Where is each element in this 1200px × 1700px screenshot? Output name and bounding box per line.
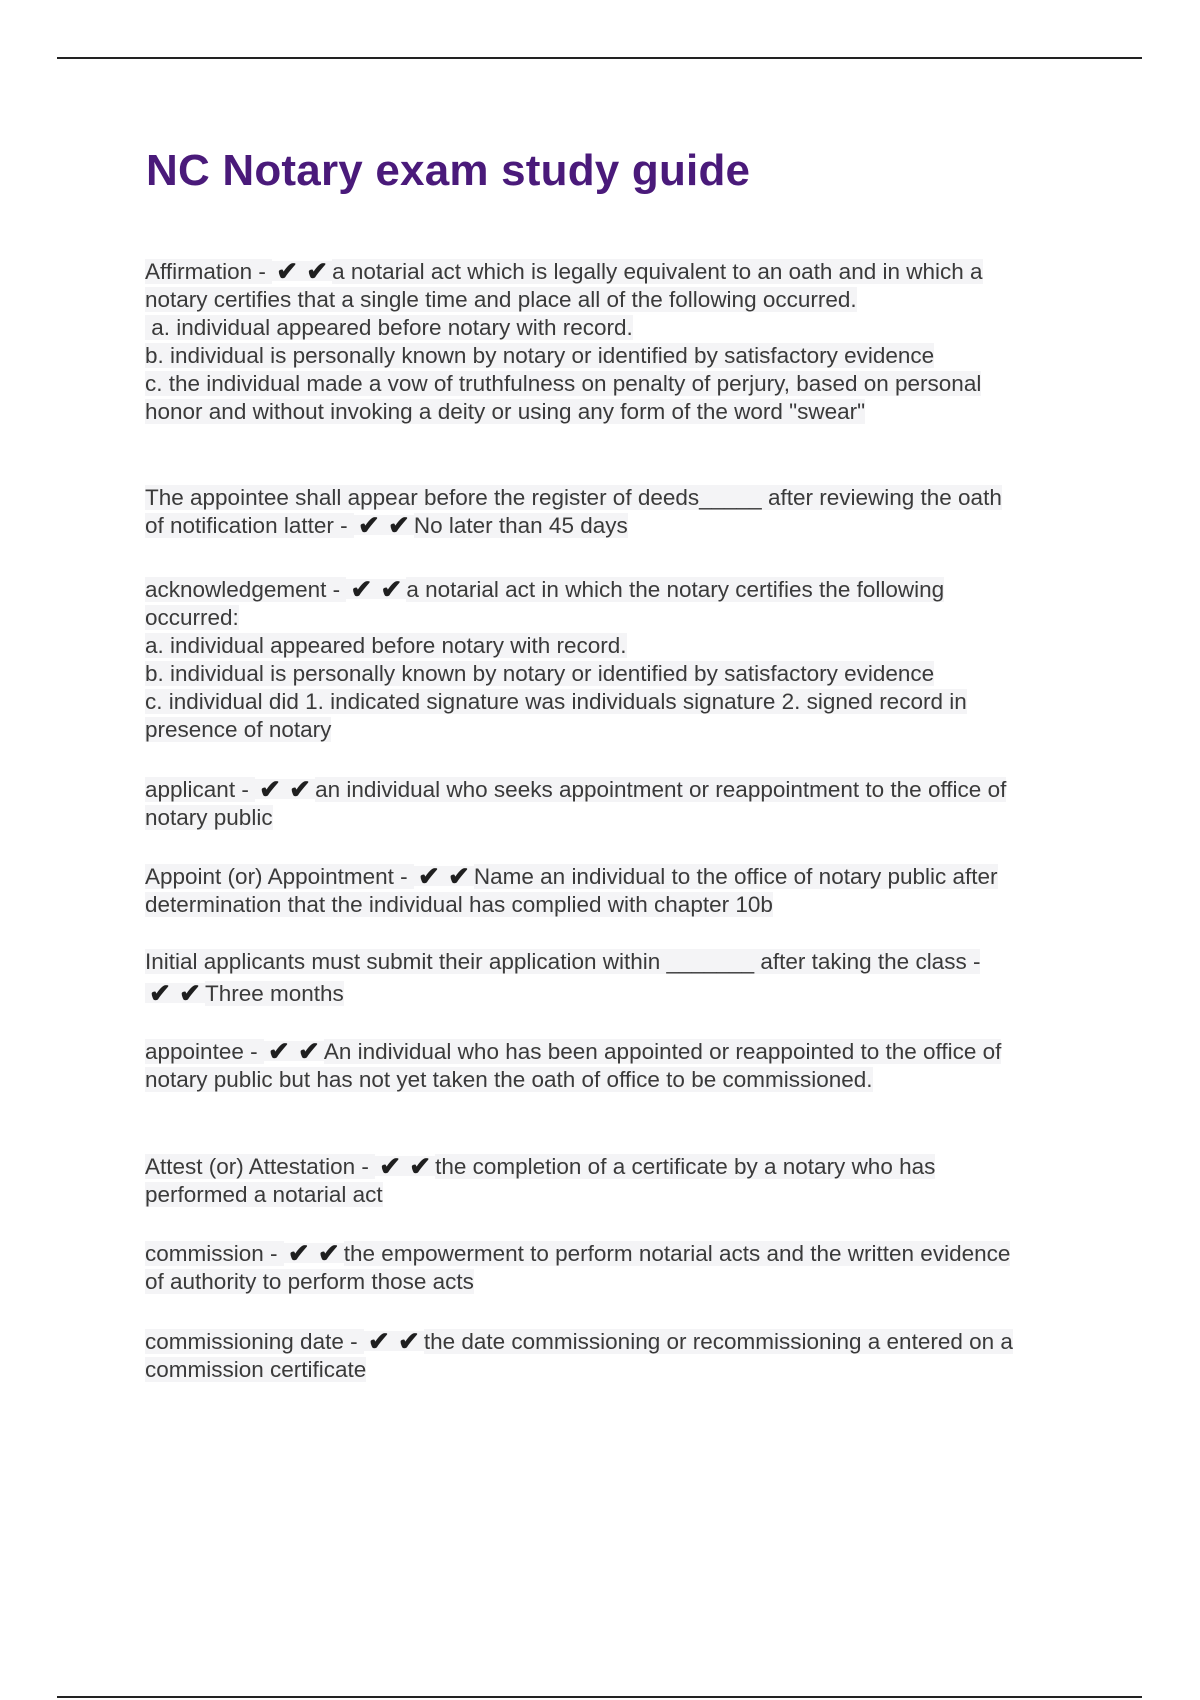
answer-line: a. individual appeared before notary with record. bbox=[145, 633, 627, 658]
check-mark-icon: ✔ bbox=[375, 1156, 405, 1176]
check-mark-icon: ✔ bbox=[376, 579, 406, 599]
check-mark-icon: ✔ bbox=[444, 866, 474, 886]
check-mark-icon: ✔ bbox=[145, 983, 175, 1003]
check-mark-icon: ✔ bbox=[284, 1243, 314, 1263]
answer-line: b. individual is personally known by notary or identified by satisfactory evidence bbox=[145, 661, 935, 686]
answer-line: of authority to perform those acts bbox=[145, 1269, 474, 1294]
check-mark-icon: ✔ bbox=[346, 579, 376, 599]
answer: Three months bbox=[205, 981, 344, 1006]
check-mark-icon: ✔ bbox=[255, 779, 285, 799]
flashcard-appointee bbox=[145, 1038, 1001, 1094]
answer: No later than 45 days bbox=[413, 513, 628, 538]
bottom-rule bbox=[57, 1696, 1142, 1698]
top-rule bbox=[57, 57, 1142, 59]
check-mark-icon: ✔ bbox=[405, 1156, 435, 1176]
check-mark-icon: ✔ bbox=[294, 1041, 324, 1061]
check-mark-icon: ✔ bbox=[272, 261, 302, 281]
answer-line: commission certificate bbox=[145, 1357, 367, 1382]
flashcard-initial-applicants bbox=[145, 948, 980, 1008]
answer-line: c. individual did 1. indicated signature was individuals signature 2. signed record in bbox=[145, 689, 967, 714]
check-mark-icon: ✔ bbox=[302, 261, 332, 281]
check-mark-icon: ✔ bbox=[364, 1331, 394, 1351]
answer-line: an individual who seeks appointment or reappointment to the office of bbox=[315, 777, 1007, 802]
answer-line: the empowerment to perform notarial acts and the written evidence bbox=[343, 1241, 1011, 1266]
flashcard-commissioning-date bbox=[145, 1328, 1013, 1384]
answer-line: honor and without invoking a deity or using any form of the word "swear" bbox=[145, 399, 866, 424]
check-mark-icon: ✔ bbox=[354, 515, 384, 535]
flashcard-attestation bbox=[145, 1153, 935, 1209]
flashcard-register-of-deeds bbox=[145, 484, 1002, 540]
flashcard-acknowledgement bbox=[145, 576, 967, 744]
answer-line: notary public but has not yet taken the oath of office to be commissioned. bbox=[145, 1067, 873, 1092]
answer-line: c. the individual made a vow of truthfulness on penalty of perjury, based on personal bbox=[145, 371, 982, 396]
term: applicant - bbox=[145, 777, 256, 802]
answer-line: the date commissioning or recommissioning a entered on a bbox=[423, 1329, 1013, 1354]
answer-line: notary public bbox=[145, 805, 273, 830]
term: appointee - bbox=[145, 1039, 264, 1064]
flashcard-appointment bbox=[145, 863, 998, 919]
flashcard-applicant bbox=[145, 776, 1006, 832]
answer-line: determination that the individual has complied with chapter 10b bbox=[145, 892, 773, 917]
answer-line: performed a notarial act bbox=[145, 1182, 383, 1207]
check-mark-icon: ✔ bbox=[314, 1243, 344, 1263]
flashcard-affirmation bbox=[145, 258, 983, 426]
answer-line: a notarial act in which the notary certifies the following bbox=[406, 577, 945, 602]
answer-line: presence of notary bbox=[145, 717, 332, 742]
answer-line: Name an individual to the office of notary public after bbox=[473, 864, 998, 889]
question-line: of notification latter - bbox=[145, 513, 354, 538]
check-mark-icon: ✔ bbox=[285, 779, 315, 799]
question-line: Initial applicants must submit their application within _______ after taking the class - bbox=[145, 949, 981, 974]
answer-line: notary certifies that a single time and place all of the following occurred. bbox=[145, 287, 857, 312]
answer-line: the completion of a certificate by a notary who has bbox=[435, 1154, 936, 1179]
check-mark-icon: ✔ bbox=[394, 1331, 424, 1351]
question-line: The appointee shall appear before the register of deeds_____ after reviewing the oath bbox=[145, 485, 1002, 510]
check-mark-icon: ✔ bbox=[414, 866, 444, 886]
check-mark-icon: ✔ bbox=[264, 1041, 294, 1061]
term: commission - bbox=[145, 1241, 284, 1266]
term: Affirmation - bbox=[145, 259, 273, 284]
check-mark-icon: ✔ bbox=[384, 515, 414, 535]
term: Appoint (or) Appointment - bbox=[145, 864, 414, 889]
answer-line: b. individual is personally known by notary or identified by satisfactory evidence bbox=[145, 343, 935, 368]
flashcard-commission bbox=[145, 1240, 1010, 1296]
term: commissioning date - bbox=[145, 1329, 364, 1354]
term: acknowledgement - bbox=[145, 577, 347, 602]
answer-line: occurred: bbox=[145, 605, 239, 630]
check-mark-icon: ✔ bbox=[175, 983, 205, 1003]
answer-line: a. individual appeared before notary with record. bbox=[145, 315, 633, 340]
answer-line: a notarial act which is legally equivalent to an oath and in which a bbox=[332, 259, 983, 284]
answer-line: An individual who has been appointed or reappointed to the office of bbox=[323, 1039, 1002, 1064]
page-title: NC Notary exam study guide bbox=[146, 146, 751, 195]
term: Attest (or) Attestation - bbox=[145, 1154, 376, 1179]
